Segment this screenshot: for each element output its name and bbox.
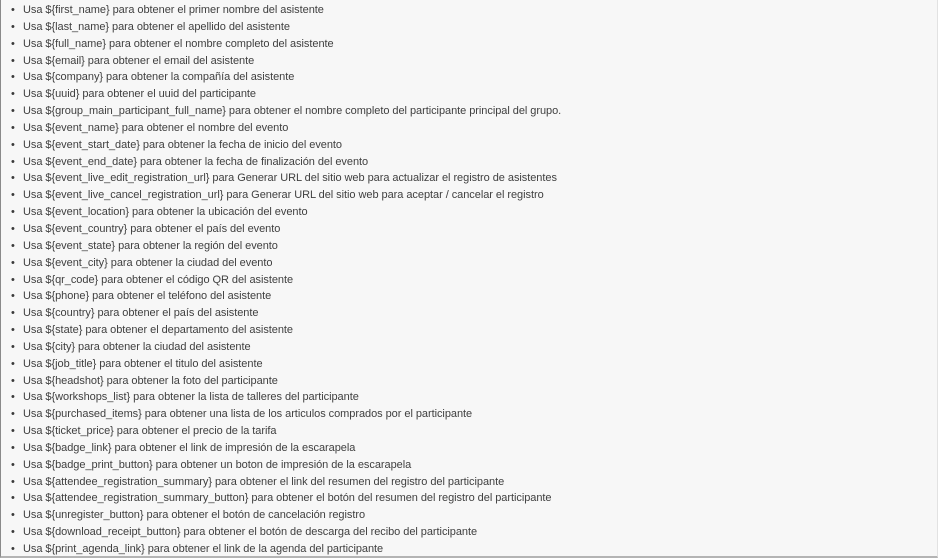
variable-help-item: • Usa ${qr_code} para obtener el código QR del asistente xyxy=(1,272,937,289)
template-variables-list xyxy=(1,0,937,558)
variable-help-item: • Usa ${last_name} para obtener el apellido del asistente xyxy=(1,19,937,36)
variable-help-item: • Usa ${purchased_items} para obtener una lista de los articulos comprados por el participante xyxy=(1,406,937,423)
variable-help-item: • Usa ${attendee_registration_summary_button} para obtener el botón del resumen del registro del participante xyxy=(1,490,937,507)
variable-help-item: • Usa ${state} para obtener el departamento del asistente xyxy=(1,322,937,339)
variable-help-item: • Usa ${job_title} para obtener el titulo del asistente xyxy=(1,356,937,373)
variable-help-item: • Usa ${event_name} para obtener el nombre del evento xyxy=(1,120,937,137)
variable-help-item: • Usa ${workshops_list} para obtener la lista de talleres del participante xyxy=(1,389,937,406)
variable-help-item: • Usa ${download_receipt_button} para obtener el botón de descarga del recibo del participante xyxy=(1,524,937,541)
variable-help-item: • Usa ${event_city} para obtener la ciudad del evento xyxy=(1,255,937,272)
variable-help-item: • Usa ${headshot} para obtener la foto del participante xyxy=(1,373,937,390)
variable-help-item: • Usa ${first_name} para obtener el primer nombre del asistente xyxy=(1,2,937,19)
variable-help-item: • Usa ${full_name} para obtener el nombre completo del asistente xyxy=(1,36,937,53)
variable-help-item: • Usa ${email} para obtener el email del asistente xyxy=(1,53,937,70)
variable-help-item: • Usa ${badge_link} para obtener el link de impresión de la escarapela xyxy=(1,440,937,457)
variable-help-item: • Usa ${group_main_participant_full_name} para obtener el nombre completo del participante principal del grupo. xyxy=(1,103,937,120)
variable-help-item: • Usa ${city} para obtener la ciudad del asistente xyxy=(1,339,937,356)
variable-help-item: • Usa ${event_end_date} para obtener la fecha de finalización del evento xyxy=(1,154,937,171)
variable-help-item: • Usa ${country} para obtener el país del asistente xyxy=(1,305,937,322)
variable-help-item: • Usa ${company} para obtener la compañía del asistente xyxy=(1,69,937,86)
variable-help-item: • Usa ${uuid} para obtener el uuid del participante xyxy=(1,86,937,103)
variable-help-item: • Usa ${event_state} para obtener la región del evento xyxy=(1,238,937,255)
variable-help-item: • Usa ${event_location} para obtener la ubicación del evento xyxy=(1,204,937,221)
variable-help-item: • Usa ${event_start_date} para obtener la fecha de inicio del evento xyxy=(1,137,937,154)
variable-help-item: • Usa ${print_agenda_link} para obtener el link de la agenda del participante xyxy=(1,541,937,558)
variable-help-item: • Usa ${badge_print_button} para obtener un boton de impresión de la escarapela xyxy=(1,457,937,474)
variable-help-item: • Usa ${event_country} para obtener el país del evento xyxy=(1,221,937,238)
variable-help-item: • Usa ${event_live_edit_registration_url} para Generar URL del sitio web para actualizar el registro de asistentes xyxy=(1,170,937,187)
variable-help-item: • Usa ${unregister_button} para obtener el botón de cancelación registro xyxy=(1,507,937,524)
variable-help-item: • Usa ${phone} para obtener el teléfono del asistente xyxy=(1,288,937,305)
variable-help-item: • Usa ${attendee_registration_summary} para obtener el link del resumen del registro del participante xyxy=(1,474,937,491)
variable-help-item: • Usa ${ticket_price} para obtener el precio de la tarifa xyxy=(1,423,937,440)
variable-help-item: • Usa ${event_live_cancel_registration_url} para Generar URL del sitio web para aceptar / cancelar el registro xyxy=(1,187,937,204)
